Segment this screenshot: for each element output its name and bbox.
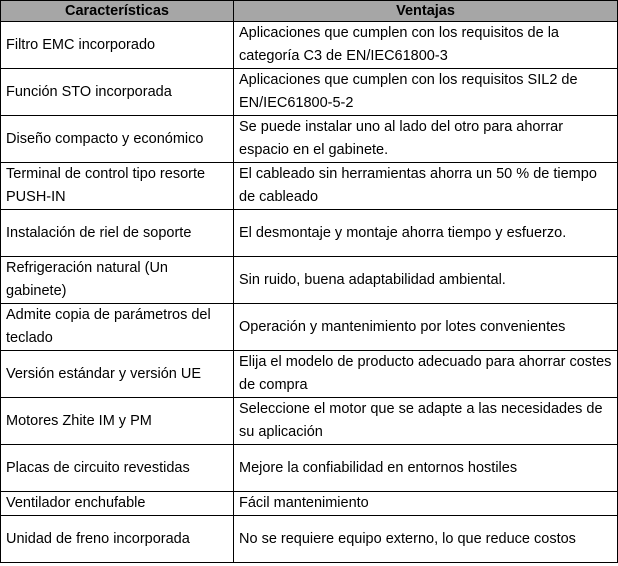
advantage-cell: Aplicaciones que cumplen con los requisitos de la categoría C3 de EN/IEC61800-3 <box>234 22 618 69</box>
advantage-cell: El cableado sin herramientas ahorra un 50 % de tiempo de cableado <box>234 163 618 210</box>
feature-cell: Versión estándar y versión UE <box>1 351 234 398</box>
feature-cell: Función STO incorporada <box>1 69 234 116</box>
feature-cell: Motores Zhite IM y PM <box>1 398 234 445</box>
feature-cell: Refrigeración natural (Un gabinete) <box>1 257 234 304</box>
advantage-cell: No se requiere equipo externo, lo que reduce costos <box>234 516 618 563</box>
table-row <box>1 116 618 163</box>
advantage-cell: Mejore la confiabilidad en entornos hostiles <box>234 445 618 492</box>
column-header-advantages: Ventajas <box>234 1 618 22</box>
table-row <box>1 257 618 304</box>
advantage-cell: Fácil mantenimiento <box>234 492 618 516</box>
feature-cell: Ventilador enchufable <box>1 492 234 516</box>
table-row <box>1 210 618 257</box>
table-row <box>1 22 618 69</box>
feature-cell: Instalación de riel de soporte <box>1 210 234 257</box>
feature-cell: Diseño compacto y económico <box>1 116 234 163</box>
advantage-cell: Aplicaciones que cumplen con los requisitos SIL2 de EN/IEC61800-5-2 <box>234 69 618 116</box>
feature-cell: Terminal de control tipo resorte PUSH-IN <box>1 163 234 210</box>
advantage-cell: Elija el modelo de producto adecuado para ahorrar costes de compra <box>234 351 618 398</box>
advantage-cell: Seleccione el motor que se adapte a las necesidades de su aplicación <box>234 398 618 445</box>
table-row <box>1 163 618 210</box>
advantage-cell: Operación y mantenimiento por lotes convenientes <box>234 304 618 351</box>
table-row <box>1 351 618 398</box>
table-row <box>1 69 618 116</box>
feature-cell: Unidad de freno incorporada <box>1 516 234 563</box>
table-row <box>1 516 618 563</box>
feature-cell: Admite copia de parámetros del teclado <box>1 304 234 351</box>
feature-cell: Placas de circuito revestidas <box>1 445 234 492</box>
column-header-features: Características <box>1 1 234 22</box>
advantage-cell: Sin ruido, buena adaptabilidad ambiental. <box>234 257 618 304</box>
table-row <box>1 445 618 492</box>
header-row <box>1 1 618 22</box>
table-row <box>1 304 618 351</box>
table-row <box>1 398 618 445</box>
table-row <box>1 492 618 516</box>
advantage-cell: El desmontaje y montaje ahorra tiempo y esfuerzo. <box>234 210 618 257</box>
advantage-cell: Se puede instalar uno al lado del otro para ahorrar espacio en el gabinete. <box>234 116 618 163</box>
feature-cell: Filtro EMC incorporado <box>1 22 234 69</box>
